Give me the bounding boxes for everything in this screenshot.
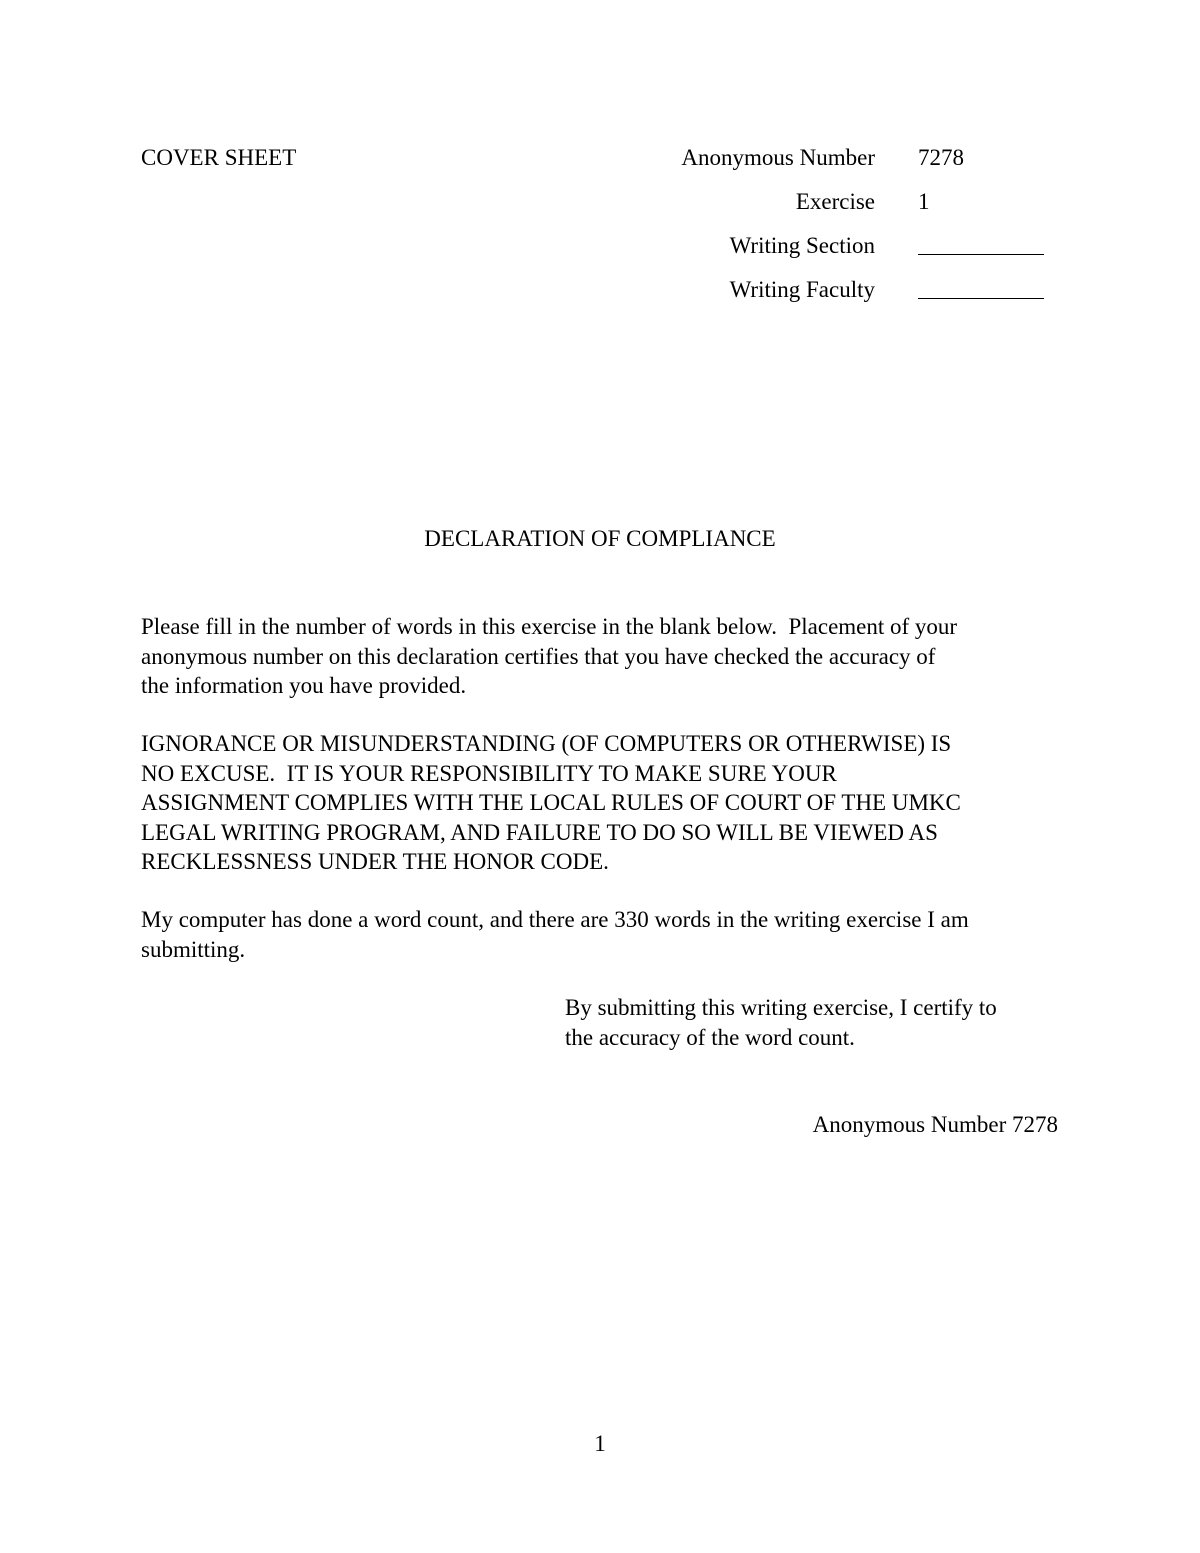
page-number: 1 — [594, 1431, 606, 1456]
warning-line: IGNORANCE OR MISUNDERSTANDING (OF COMPUTERS OR OTHERWISE) IS — [141, 731, 952, 756]
word-count-line: submitting. — [141, 936, 246, 962]
certification-paragraph — [565, 993, 1085, 1052]
warning-line: LEGAL WRITING PROGRAM, AND FAILURE TO DO SO WILL BE VIEWED AS — [141, 819, 938, 845]
writing-faculty-blank — [918, 278, 1044, 299]
warning-paragraph — [141, 729, 1081, 877]
certification-line: By submitting this writing exercise, I certify to — [565, 995, 997, 1020]
cover-sheet-title: COVER SHEET — [141, 145, 297, 170]
writing-section-label: Writing Section — [729, 233, 875, 258]
certification-line: the accuracy of the word count. — [565, 1024, 855, 1050]
warning-line: ASSIGNMENT COMPLIES WITH THE LOCAL RULES OF COURT OF THE UMKC — [141, 790, 961, 815]
word-count-line: My computer has done a word count, and there are 330 words in the writing exercise I am — [141, 907, 969, 932]
anonymous-number-label: Anonymous Number — [681, 145, 875, 170]
warning-line: NO EXCUSE. IT IS YOUR RESPONSIBILITY TO MAKE SURE YOUR — [141, 760, 837, 786]
declaration-heading: DECLARATION OF COMPLIANCE — [424, 526, 776, 551]
instructions-line: the information you have provided. — [141, 673, 467, 698]
writing-faculty-label: Writing Faculty — [729, 277, 875, 302]
exercise-value: 1 — [918, 189, 930, 214]
writing-section-blank — [918, 234, 1044, 255]
exercise-label: Exercise — [795, 189, 875, 214]
instructions-paragraph — [141, 612, 1081, 701]
word-count-paragraph — [141, 905, 1081, 964]
warning-line: RECKLESSNESS UNDER THE HONOR CODE. — [141, 849, 609, 874]
writing-section-field[interactable] — [918, 234, 1044, 259]
anonymous-number-signature: Anonymous Number 7278 — [812, 1112, 1058, 1137]
instructions-line: Please fill in the number of words in this exercise in the blank below. Placement of your — [141, 614, 958, 639]
anonymous-number-value: 7278 — [918, 145, 964, 170]
instructions-line: anonymous number on this declaration certifies that you have checked the accuracy of — [141, 643, 936, 669]
writing-faculty-field[interactable] — [918, 278, 1044, 303]
